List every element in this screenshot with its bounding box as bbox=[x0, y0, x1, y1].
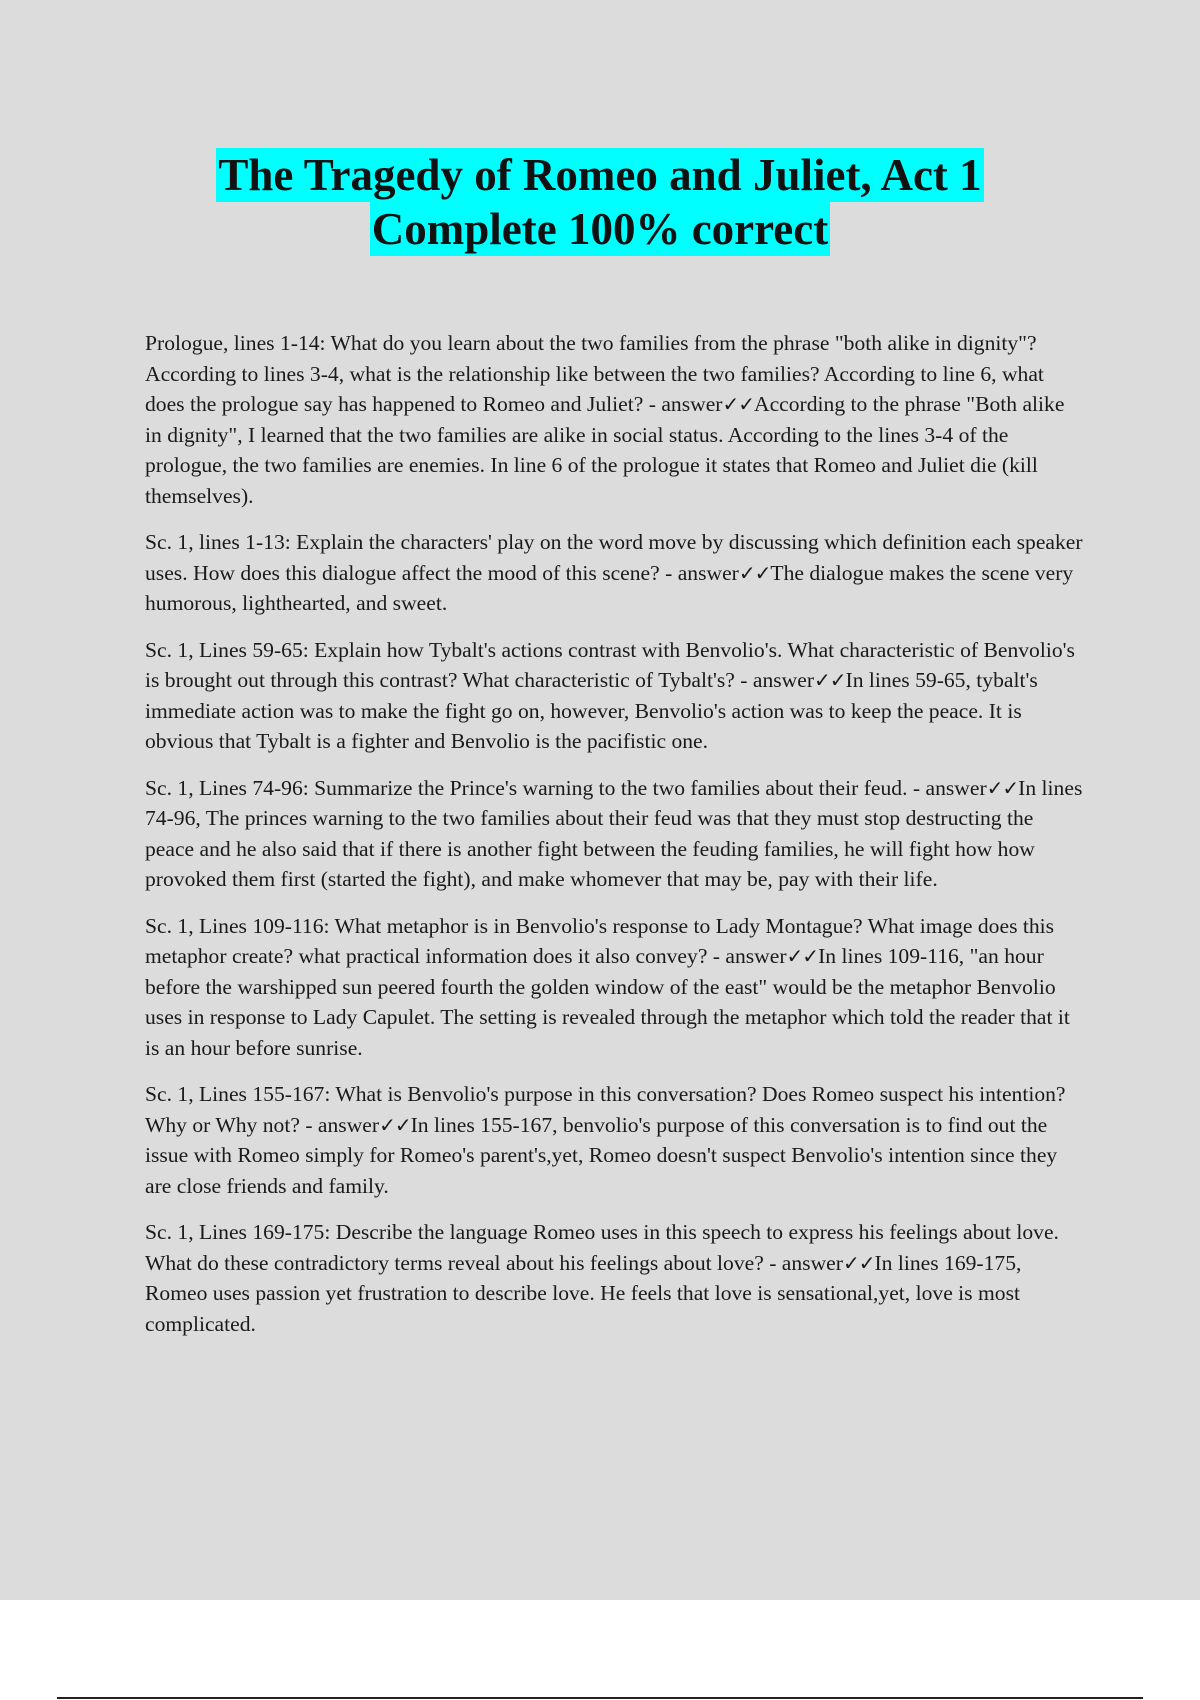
check-marks-icon: ✓✓ bbox=[986, 775, 1019, 800]
check-marks-icon: ✓✓ bbox=[722, 392, 754, 416]
question-text: Sc. 1, Lines 109-116: What metaphor is in Benvolio's response to Lady Montague? What image does this metaphor create? what practical information does it also convey? - bbox=[145, 913, 1055, 968]
question-text: Sc. 1, Lines 59-65: Explain how Tybalt's actions contrast with Benvolio's. What characteristic of Benvolio's is brought out through this contrast? What characteristic of Tybalt's? - bbox=[145, 637, 1075, 692]
answer-text: According to the phrase "Both alike in dignity", I learned that the two families are alike in social status. According to the lines 3-4 of the prologue, the two families are enemies. In line 6 of the prologue it states that Romeo and Juliet die (kill themselves). bbox=[145, 392, 1065, 508]
answer-text: In lines 74-96, The princes warning to the two families about their feud was that they must stop destructing the peace and he also said that if there is another fight between the feuding families, he will fight how how provoked them first (started the fight), and make whomever that may be, pay with their life. bbox=[145, 775, 1083, 891]
answer-label: answer bbox=[752, 668, 815, 692]
check-marks-icon: ✓✓ bbox=[738, 560, 771, 585]
check-marks-icon: ✓✓ bbox=[379, 1112, 411, 1137]
footer-divider bbox=[57, 1697, 1143, 1699]
title-line-1: The Tragedy of Romeo and Juliet, Act 1 bbox=[218, 150, 982, 200]
qa-item bbox=[145, 1079, 1085, 1201]
qa-item bbox=[145, 635, 1085, 757]
question-text: Sc. 1, Lines 169-175: Describe the language Romeo uses in this speech to express his feelings about love. What do these contradictory terms reveal about his feelings about love? - bbox=[145, 1220, 1059, 1275]
answer-text: The dialogue makes the scene very humorous, lighthearted, and sweet. bbox=[145, 560, 1074, 615]
answer-label: answer bbox=[677, 560, 739, 585]
qa-item bbox=[145, 773, 1085, 895]
document-title bbox=[0, 148, 1200, 256]
check-marks-icon: ✓✓ bbox=[786, 944, 819, 968]
answer-label: answer bbox=[317, 1112, 380, 1137]
qa-item bbox=[145, 328, 1085, 511]
answer-label: answer bbox=[661, 392, 723, 416]
answer-text: In lines 169-175, Romeo uses passion yet frustration to describe love. He feels that love is sensational,yet, love is most complicated. bbox=[145, 1250, 1022, 1336]
answer-label: answer bbox=[725, 944, 787, 968]
qa-item bbox=[145, 1217, 1085, 1339]
question-text: Prologue, lines 1-14: What do you learn about the two families from the phrase "both alike in dignity"? According to lines 3-4, what is the relationship like between the two families? According to line 6, what does the prologue say has happened to Romeo and Juliet? - bbox=[145, 331, 1044, 416]
question-text: Sc. 1, lines 1-13: Explain the characters' play on the word move by discussing which definition each speaker uses. How does this dialogue affect the mood of this scene? - bbox=[145, 530, 1083, 585]
question-text: Sc. 1, Lines 155-167: What is Benvolio's purpose in this conversation? Does Romeo suspect his intention? Why or Why not? - bbox=[145, 1082, 1066, 1137]
qa-item bbox=[145, 527, 1085, 619]
check-marks-icon: ✓✓ bbox=[842, 1250, 875, 1275]
qa-item bbox=[145, 911, 1085, 1064]
answer-text: In lines 109-116, "an hour before the warshipped sun peered fourth the golden window of the east" would be the metaphor Benvolio uses in response to Lady Capulet. The setting is revealed through the metaphor which told the reader that it is an hour before sunrise. bbox=[145, 944, 1070, 1060]
qa-list bbox=[145, 328, 1085, 1355]
title-line-2: Complete 100% correct bbox=[371, 204, 829, 254]
answer-label: answer bbox=[781, 1250, 843, 1275]
answer-label: answer bbox=[925, 775, 987, 800]
check-marks-icon: ✓✓ bbox=[814, 668, 846, 692]
answer-text: In lines 155-167, benvolio's purpose of this conversation is to find out the issue with Romeo simply for Romeo's parent's,yet, Romeo doesn't suspect Benvolio's intention since they are close friends and family. bbox=[145, 1112, 1058, 1198]
question-text: Sc. 1, Lines 74-96: Summarize the Prince's warning to the two families about their feud. - bbox=[145, 775, 926, 800]
answer-text: In lines 59-65, tybalt's immediate action was to make the fight go on, however, Benvolio's action was to keep the peace. It is obvious that Tybalt is a fighter and Benvolio is the pacifistic one. bbox=[145, 668, 1038, 753]
